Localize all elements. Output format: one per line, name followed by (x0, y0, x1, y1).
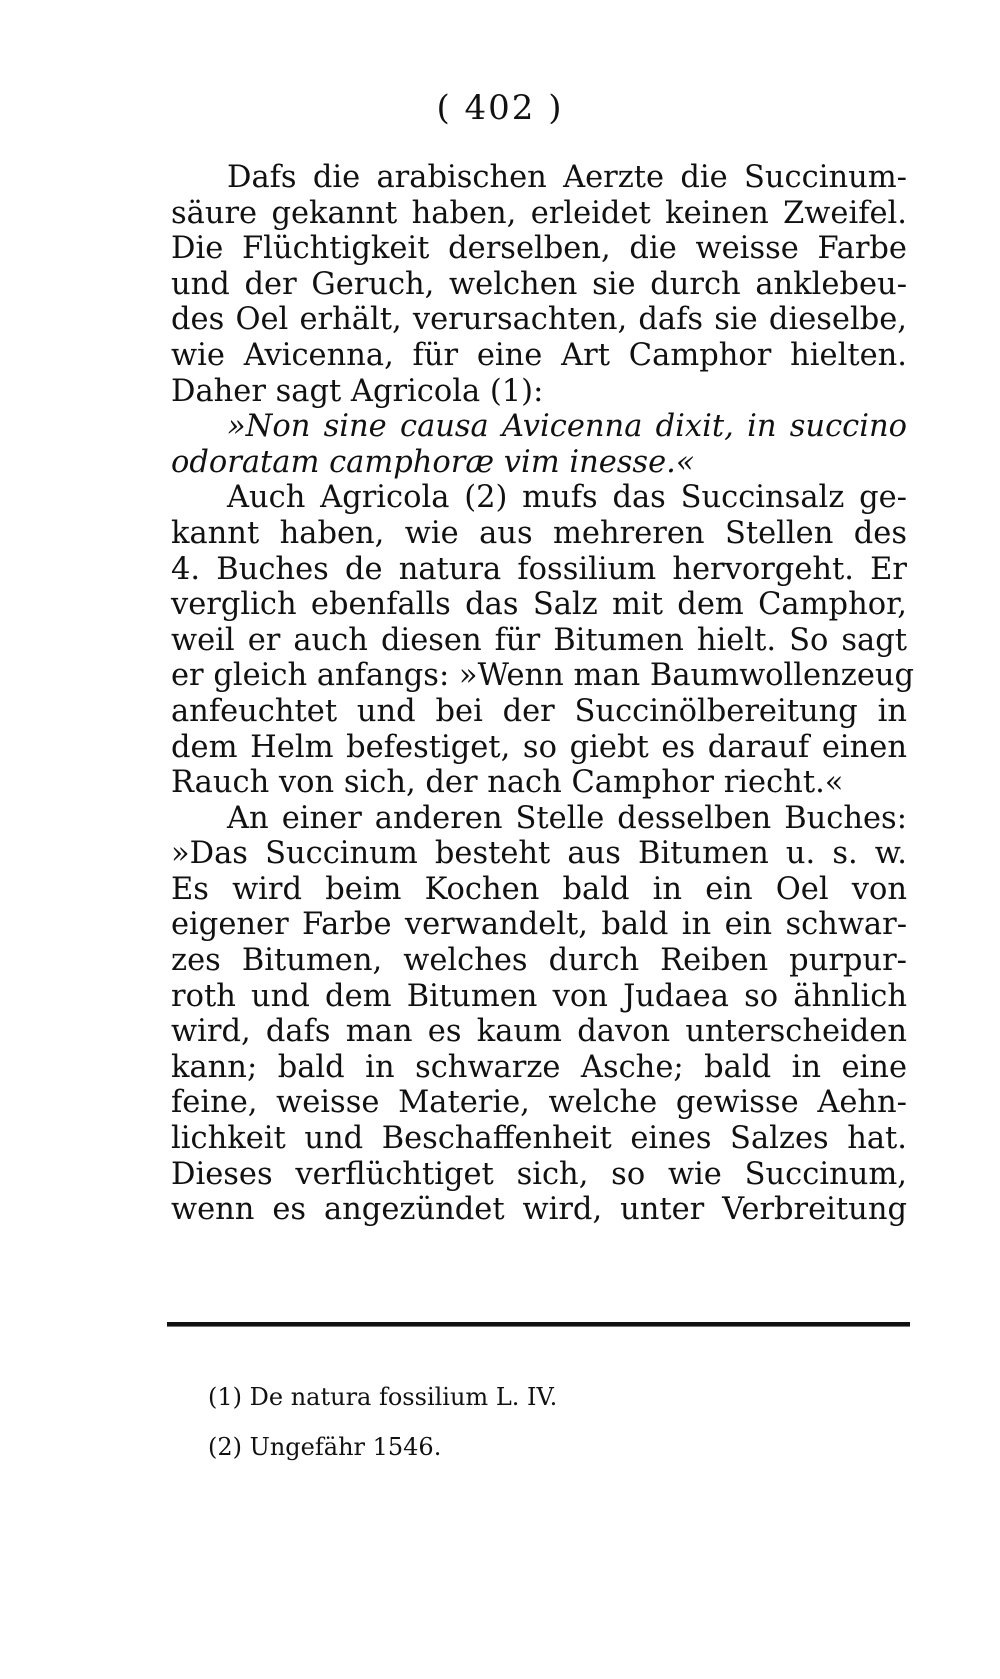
text-line: Dieses verflüchtiget sich, so wie Succinum, (171, 1156, 907, 1192)
text-line: Rauch von sich, der nach Camphor riecht.« (171, 765, 844, 801)
footnote-2: (2) Ungefähr 1546. (208, 1433, 442, 1461)
text-line: 4. Buches de natura fossilium hervorgeht. Er (171, 551, 907, 587)
page-number: ( 402 ) (436, 88, 564, 128)
text-line: verglich ebenfalls das Salz mit dem Camphor, (171, 587, 907, 623)
text-line: Es wird beim Kochen bald in ein Oel von (171, 871, 907, 907)
text-line: »Das Succinum besteht aus Bitumen u. s. w. (171, 836, 907, 872)
body-text (171, 160, 915, 1228)
text-line: An einer anderen Stelle desselben Buches: (227, 800, 907, 836)
text-line: Die Flüchtigkeit derselben, die weisse Farbe (171, 231, 907, 267)
text-line: feine, weisse Materie, welche gewisse Aehn- (171, 1085, 907, 1121)
text-line: odoratam camphoræ vim inesse.« (171, 444, 695, 480)
text-line: Dafs die arabischen Aerzte die Succinum- (227, 160, 907, 195)
text-line: roth und dem Bitumen von Judaea so ähnlich (171, 978, 907, 1014)
text-line: weil er auch diesen für Bitumen hielt. So sagt (171, 622, 907, 658)
text-line: wie Avicenna, für eine Art Camphor hielten. (171, 337, 907, 373)
text-line: des Oel erhält, verursachten, dafs sie dieselbe, (171, 302, 907, 338)
footnote-separator-rule (167, 1322, 910, 1327)
text-line: dem Helm befestiget, so giebt es darauf einen (171, 729, 907, 765)
text-line: kann; bald in schwarze Asche; bald in eine (171, 1049, 907, 1085)
text-line: Daher sagt Agricola (1): (171, 373, 544, 409)
text-line: lichkeit und Beschaffenheit eines Salzes hat. (171, 1121, 907, 1157)
text-line: wenn es angezündet wird, unter Verbreitung (171, 1192, 907, 1228)
footnotes (208, 1372, 557, 1472)
text-line: anfeuchtet und bei der Succinölbereitung in (171, 693, 907, 729)
text-line: und der Geruch, welchen sie durch anklebeu- (171, 266, 907, 302)
text-line: säure gekannt haben, erleidet keinen Zweifel. (171, 195, 907, 231)
text-line: wird, dafs man es kaum davon unterscheiden (171, 1014, 907, 1050)
text-line: Auch Agricola (2) mufs das Succinsalz ge- (227, 480, 907, 516)
footnote-1: (1) De natura fossilium L. IV. (208, 1383, 558, 1411)
text-line: er gleich anfangs: »Wenn man Baumwollenzeug (171, 658, 915, 694)
text-line: eigener Farbe verwandelt, bald in ein schwar- (171, 907, 907, 943)
text-line: »Non sine causa Avicenna dixit, in succino (227, 409, 907, 445)
text-line: zes Bitumen, welches durch Reiben purpur- (171, 943, 907, 979)
text-line: kannt haben, wie aus mehreren Stellen des (171, 515, 907, 551)
